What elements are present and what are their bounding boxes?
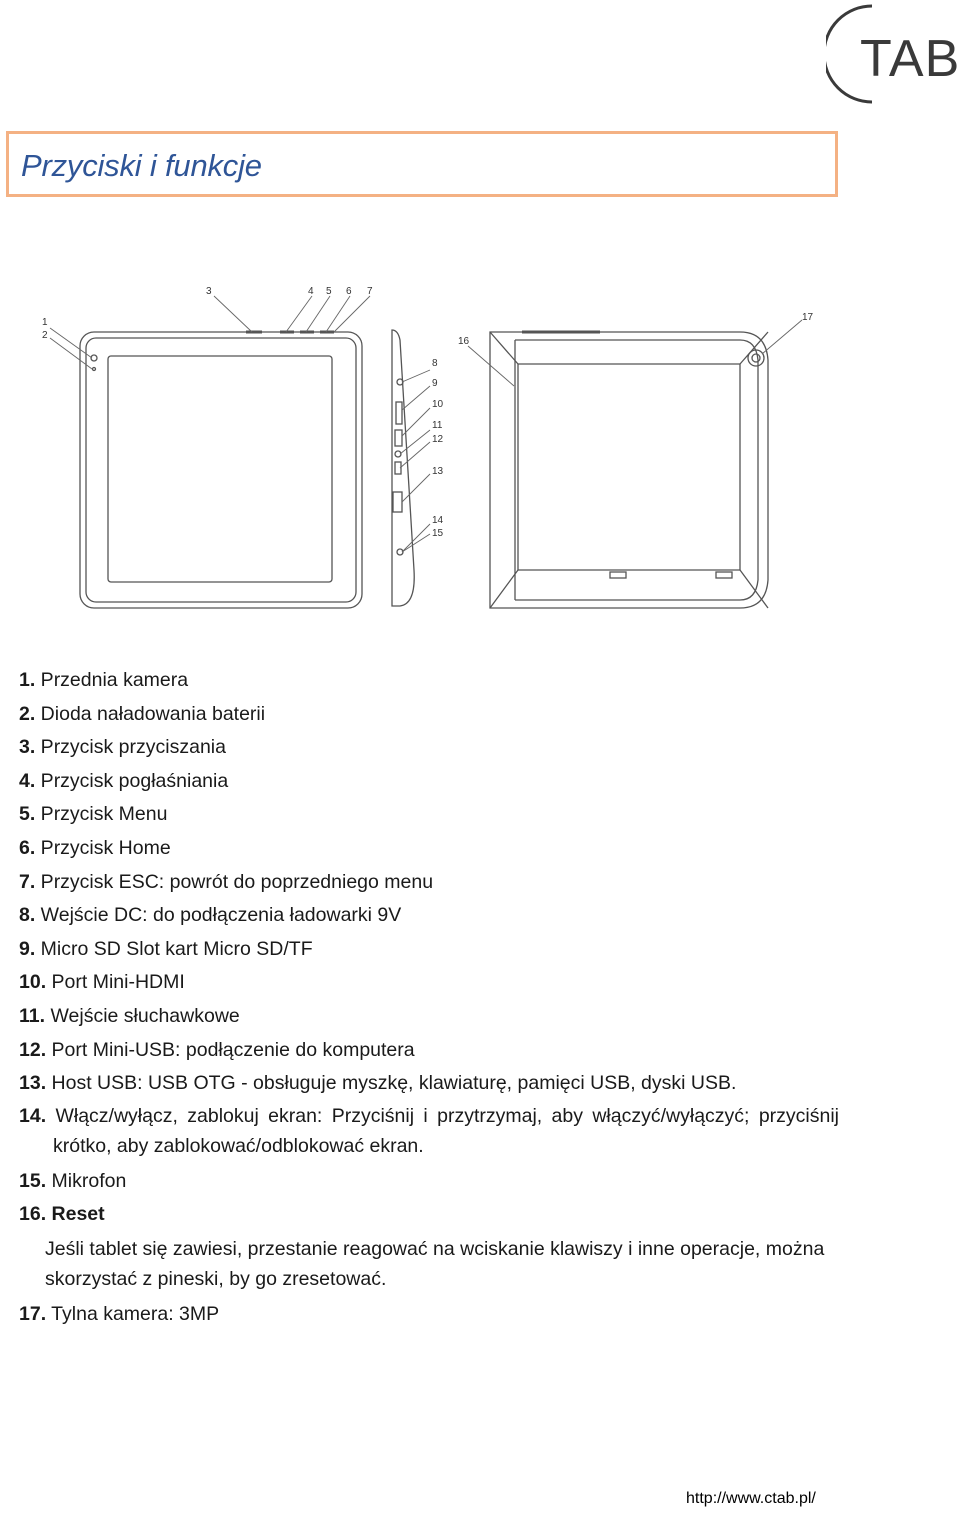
list-item: 2. Dioda naładowania baterii bbox=[19, 702, 266, 725]
list-item: 10. Port Mini-HDMI bbox=[19, 971, 185, 994]
reset-note: Jeśli tablet się zawiesi, przestanie reagować na wciskanie klawiszy i inne operacje, można skorzystać z pineski, by go zresetować. bbox=[45, 1237, 825, 1290]
section-title-box bbox=[6, 131, 838, 197]
tablet-diagram bbox=[0, 270, 960, 630]
list-item: 8. Wejście DC: do podłączenia ładowarki 9V bbox=[19, 904, 402, 927]
tablet-front-view bbox=[80, 332, 362, 608]
callout-15: 15 bbox=[432, 528, 444, 539]
list-item: 3. Przycisk przyciszania bbox=[19, 736, 226, 759]
callout-11: 11 bbox=[432, 420, 443, 431]
callout-8: 8 bbox=[432, 358, 438, 369]
list-item: 14. Włącz/wyłącz, zablokuj ekran: Przyciśnij i przytrzymaj, aby włączyć/wyłączyć; przyciśnij krótko, aby zablokować/odblokować ekran. bbox=[19, 1104, 839, 1157]
callout-7: 7 bbox=[367, 286, 373, 297]
callout-13: 13 bbox=[432, 466, 444, 477]
callout-16: 16 bbox=[458, 336, 470, 347]
list-item: 9. Micro SD Slot kart Micro SD/TF bbox=[19, 937, 313, 960]
list-item: 16. Reset bbox=[19, 1203, 105, 1226]
list-item: 4. Przycisk pogłaśniania bbox=[19, 769, 229, 792]
tablet-back-view bbox=[490, 332, 768, 608]
list-item: 11. Wejście słuchawkowe bbox=[19, 1004, 240, 1027]
callout-9: 9 bbox=[432, 378, 438, 389]
callout-4: 4 bbox=[308, 286, 314, 297]
list-item: 13. Host USB: USB OTG - obsługuje myszkę, klawiaturę, pamięci USB, dyski USB. bbox=[19, 1072, 737, 1095]
list-item: 17. Tylna kamera: 3MP bbox=[19, 1302, 220, 1325]
list-item: 12. Port Mini-USB: podłączenie do komputera bbox=[19, 1038, 415, 1061]
list-item: 1. Przednia kamera bbox=[19, 669, 189, 691]
list-item: 15. Mikrofon bbox=[19, 1169, 127, 1192]
callout-3: 3 bbox=[206, 286, 212, 297]
callout-2: 2 bbox=[42, 330, 48, 341]
callout-12: 12 bbox=[432, 434, 444, 445]
callout-1: 1 bbox=[42, 317, 48, 328]
callout-10: 10 bbox=[432, 399, 444, 410]
logo-text: TAB bbox=[860, 30, 960, 88]
list-item: 7. Przycisk ESC: powrót do poprzedniego menu bbox=[19, 870, 434, 893]
callout-5: 5 bbox=[326, 286, 332, 297]
list-item: 6. Przycisk Home bbox=[19, 836, 171, 859]
ctab-logo bbox=[826, 0, 960, 106]
list-item: 5. Przycisk Menu bbox=[19, 803, 168, 826]
callout-17: 17 bbox=[802, 312, 814, 323]
footer-url: http://www.ctab.pl/ bbox=[686, 1490, 816, 1507]
feature-list bbox=[19, 664, 839, 1332]
callout-14: 14 bbox=[432, 515, 444, 526]
tablet-side-view bbox=[392, 330, 414, 606]
diagram-callout-labels bbox=[42, 286, 814, 539]
callout-6: 6 bbox=[346, 286, 352, 297]
page-title: Przyciski i funkcje bbox=[21, 148, 262, 183]
